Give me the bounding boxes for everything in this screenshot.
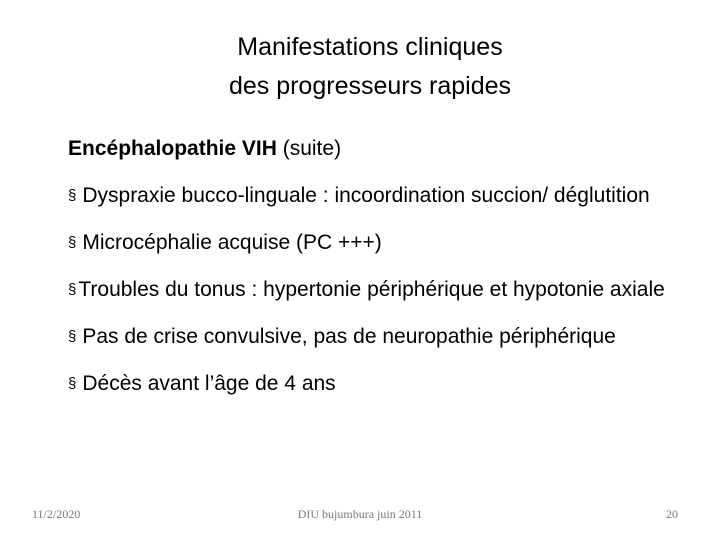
bullet-item-2	[68, 229, 678, 256]
bullet-marker-icon: §	[68, 375, 77, 392]
bullet-item-1	[68, 182, 678, 209]
footer-date: 11/2/2020	[32, 507, 81, 521]
bullet-text: Dyspraxie bucco-linguale : incoordination succion/ déglutition	[82, 184, 650, 207]
bullet-item-4	[68, 323, 678, 350]
bullet-item-3	[68, 276, 678, 303]
slide-title	[110, 28, 630, 106]
footer-text: DIU bujumbura juin 2011	[297, 507, 423, 521]
bullet-item-5	[68, 370, 678, 397]
bullet-text: Décès avant l’âge de 4 ans	[82, 372, 336, 395]
bullet-marker-icon: §	[68, 281, 77, 298]
section-heading-bold: Encéphalopathie VIH	[68, 137, 277, 160]
bullet-marker-icon: §	[68, 187, 77, 204]
slide-title-line-1: Manifestations cliniques	[237, 33, 503, 61]
bullet-text: Microcéphalie acquise (PC +++)	[82, 231, 382, 254]
section-heading-suffix: (suite)	[282, 137, 342, 160]
slide-title-line-2: des progresseurs rapides	[228, 72, 512, 100]
bullet-text: Pas de crise convulsive, pas de neuropathie périphérique	[82, 325, 616, 348]
slide-content	[68, 135, 678, 397]
page-number: 20	[666, 507, 678, 521]
section-heading	[68, 135, 678, 162]
bullet-text: Troubles du tonus : hypertonie périphérique et hypotonie axiale	[78, 278, 665, 301]
bullet-marker-icon: §	[68, 328, 77, 345]
bullet-marker-icon: §	[68, 234, 77, 251]
